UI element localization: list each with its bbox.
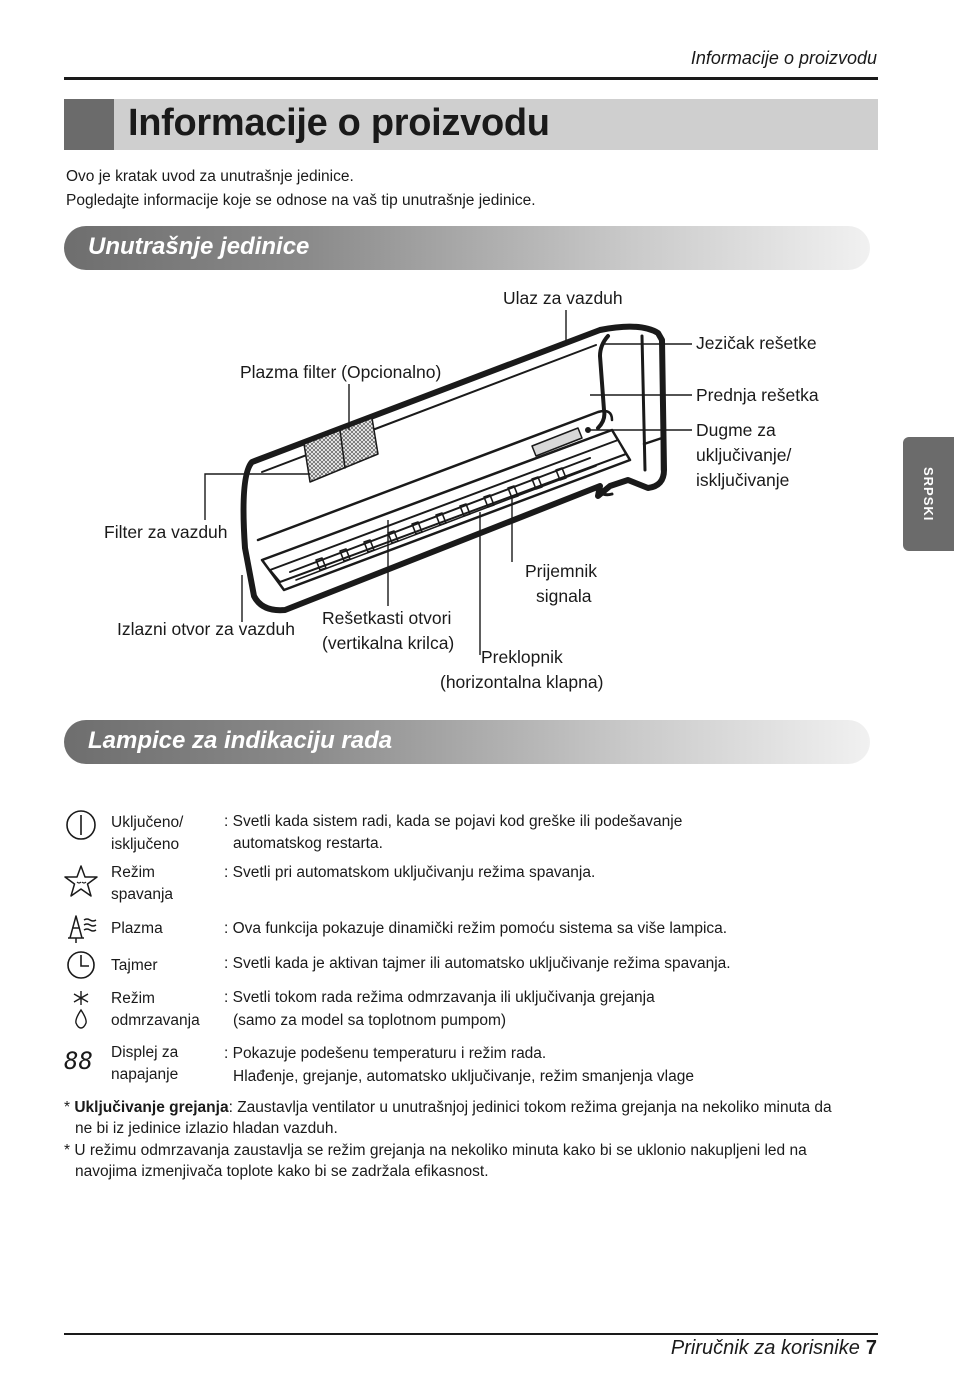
- intro-line-2: Pogledajte informacije koje se odnose na vaš tip unutrašnje jedinice.: [66, 192, 536, 209]
- note-heating-start: * Uključivanje grejanja: Zaustavlja ventilator u unutrašnjoj jedinici tokom režima grejanja na nekoliko minuta da ne bi iz jedinice izlazio hladan vazduh.: [64, 1099, 832, 1137]
- indicator-name: spavanja: [111, 886, 174, 903]
- defrost-icon: [62, 988, 100, 1030]
- indicator-name: Plazma: [111, 920, 163, 937]
- label-button-1: Dugme za: [696, 420, 776, 440]
- label-receiver-2: signala: [536, 586, 592, 606]
- indicator-name: Tajmer: [111, 957, 158, 974]
- language-tab-label: SRPSKI: [921, 466, 936, 522]
- display-88-icon: 88: [64, 1047, 93, 1075]
- indicator-desc: Hlađenje, grejanje, automatsko uključivanje, režim smanjenja vlage: [233, 1068, 694, 1085]
- label-plasma-filter: Plazma filter (Opcionalno): [240, 362, 442, 382]
- indicator-desc: (samo za model sa toplotnom pumpom): [233, 1012, 507, 1029]
- timer-clock-icon: [62, 946, 100, 984]
- label-louvers-1: Rešetkasti otvori: [322, 608, 452, 628]
- sleep-star-icon: [62, 862, 100, 900]
- indicator-name: Režim: [111, 990, 155, 1007]
- label-button-3: isključivanje: [696, 470, 790, 490]
- footer-manual-title: Priručnik za korisnike: [670, 1337, 860, 1359]
- page-number: 7: [865, 1337, 877, 1359]
- label-air-inlet: Ulaz za vazduh: [503, 288, 623, 308]
- label-flap-1: Preklopnik: [481, 647, 563, 667]
- bottom-divider: [64, 1333, 878, 1335]
- indicator-name: isključeno: [111, 836, 180, 853]
- plasma-icon: [62, 910, 100, 948]
- running-header: Informacije o proizvodu: [690, 48, 877, 68]
- indicator-desc: : Svetli tokom rada režima odmrzavanja ili uključivanja grejanja: [224, 989, 655, 1006]
- title-accent-block: [64, 99, 114, 150]
- indicator-name: odmrzavanja: [111, 1012, 200, 1029]
- indicator-desc: : Pokazuje podešenu temperaturu i režim rada.: [224, 1045, 547, 1062]
- indicator-name: napajanje: [111, 1066, 179, 1083]
- section-heading-indicator-lamps: Lampice za indikaciju rada: [88, 727, 393, 754]
- page-footer: [500, 1337, 877, 1360]
- indicator-name: Displej za: [111, 1044, 179, 1061]
- label-air-filter: Filter za vazduh: [104, 522, 228, 542]
- indicator-name: Režim: [111, 864, 155, 881]
- indicator-desc: : Svetli pri automatskom uključivanju režima spavanja.: [224, 864, 596, 881]
- top-divider: [64, 77, 878, 80]
- indicator-desc: : Svetli kada je aktivan tajmer ili automatsko uključivanje režima spavanja.: [224, 955, 731, 972]
- label-button-2: uključivanje/: [696, 445, 792, 465]
- label-grille-tab: Jezičak rešetke: [696, 333, 817, 353]
- section-heading-indoor-units: Unutrašnje jedinice: [88, 233, 310, 260]
- note-defrost: * U režimu odmrzavanja zaustavlja se režim grejanja na nekoliko minuta kako bi se uklonio nakupljeni led na navojima izmenjivača toplote kako bi se zadržala efikasnost.: [64, 1142, 807, 1180]
- label-receiver-1: Prijemnik: [525, 561, 597, 581]
- indicator-desc: : Svetli kada sistem radi, kada se pojavi kod greške ili podešavanje: [224, 813, 683, 830]
- page-title: Informacije o proizvodu: [128, 102, 550, 144]
- indicator-desc: : Ova funkcija pokazuje dinamički režim pomoću sistema sa više lampica.: [224, 920, 728, 937]
- label-front-grille: Prednja rešetka: [696, 385, 819, 405]
- power-icon: [62, 806, 100, 844]
- intro-line-1: Ovo je kratak uvod za unutrašnje jedinice.: [66, 168, 354, 185]
- indicator-name: Uključeno/: [111, 814, 184, 831]
- label-air-outlet: Izlazni otvor za vazduh: [117, 619, 296, 639]
- label-louvers-2: (vertikalna krilca): [322, 633, 455, 653]
- indicator-desc: automatskog restarta.: [233, 835, 383, 852]
- label-flap-2: (horizontalna klapna): [440, 672, 604, 692]
